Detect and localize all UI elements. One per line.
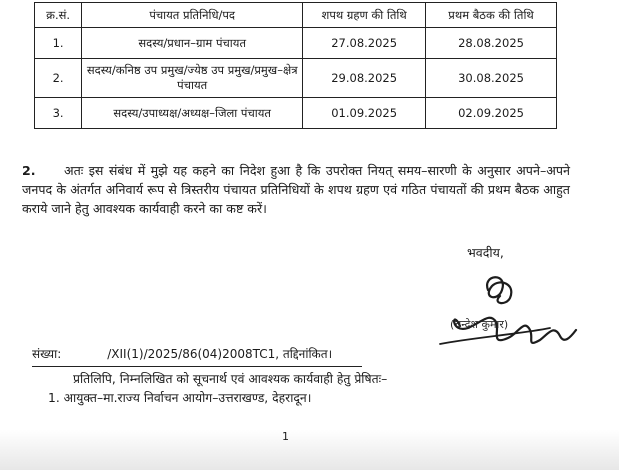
table-row bbox=[35, 98, 557, 129]
row-post: सदस्य/उपाध्यक्ष/अध्यक्ष–जिला पंचायत bbox=[82, 98, 303, 129]
paragraph-text: अतः इस संबंध में मुझे यह कहने का निदेश हुआ है कि उपरोक्त नियत् समय–सारणी के अनुसार अपने–अपने जनपद के अंतर्गत अनिवार्य रूप से त्रिस्तरीय पंचायत प्रतिनिधियों के शपथ ग्रहण एवं गठित पंचायतों की प्रथम बैठक आहुत कराये जाने हेतु आवश्यक कार्यवाही करने का कष्ट करें। bbox=[22, 162, 570, 216]
header-serial: क्र.सं. bbox=[35, 3, 82, 28]
closing-salutation: भवदीय, bbox=[467, 245, 504, 260]
row-meeting-date: 30.08.2025 bbox=[426, 59, 557, 98]
row-serial: 2. bbox=[35, 59, 82, 98]
instruction-paragraph bbox=[22, 161, 570, 218]
row-oath-date: 27.08.2025 bbox=[303, 28, 426, 59]
reference-line bbox=[32, 345, 332, 362]
reference-number: /XII(1)/2025/86(04)2008TC1, तद्दिनांकित। bbox=[107, 347, 333, 361]
signatory-name: (चन्द्रेश कुमार) bbox=[450, 318, 509, 331]
schedule-table bbox=[34, 2, 557, 129]
row-post: सदस्य/कनिष्ठ उप प्रमुख/ज्येष्ठ उप प्रमुख/प्रमुख–क्षेत्र पंचायत bbox=[82, 59, 303, 98]
reference-label: संख्या: bbox=[32, 347, 62, 361]
table-row bbox=[35, 28, 557, 59]
header-meeting-date: प्रथम बैठक की तिथि bbox=[426, 3, 557, 28]
divider bbox=[32, 366, 362, 367]
paragraph-number: 2. bbox=[22, 162, 36, 178]
row-oath-date: 01.09.2025 bbox=[303, 98, 426, 129]
header-oath-date: शपथ ग्रहण की तिथि bbox=[303, 3, 426, 28]
header-representative: पंचायत प्रतिनिधि/पद bbox=[82, 3, 303, 28]
copy-to-line: प्रतिलिपि, निम्नलिखित को सूचनार्थ एवं आवश्यक कार्यवाही हेतु प्रेषितः– bbox=[73, 372, 388, 386]
page-number: 1 bbox=[282, 430, 289, 443]
paper-shade bbox=[0, 430, 619, 470]
table-header-row bbox=[35, 3, 557, 28]
row-serial: 3. bbox=[35, 98, 82, 129]
row-serial: 1. bbox=[35, 28, 82, 59]
row-meeting-date: 02.09.2025 bbox=[426, 98, 557, 129]
list-item: 1. आयुक्त–मा.राज्य निर्वाचन आयोग–उत्तराखण्ड, देहरादून। bbox=[48, 391, 312, 405]
table-row bbox=[35, 59, 557, 98]
row-post: सदस्य/प्रधान–ग्राम पंचायत bbox=[82, 28, 303, 59]
row-oath-date: 29.08.2025 bbox=[303, 59, 426, 98]
signature-scribble bbox=[430, 268, 580, 358]
row-meeting-date: 28.08.2025 bbox=[426, 28, 557, 59]
